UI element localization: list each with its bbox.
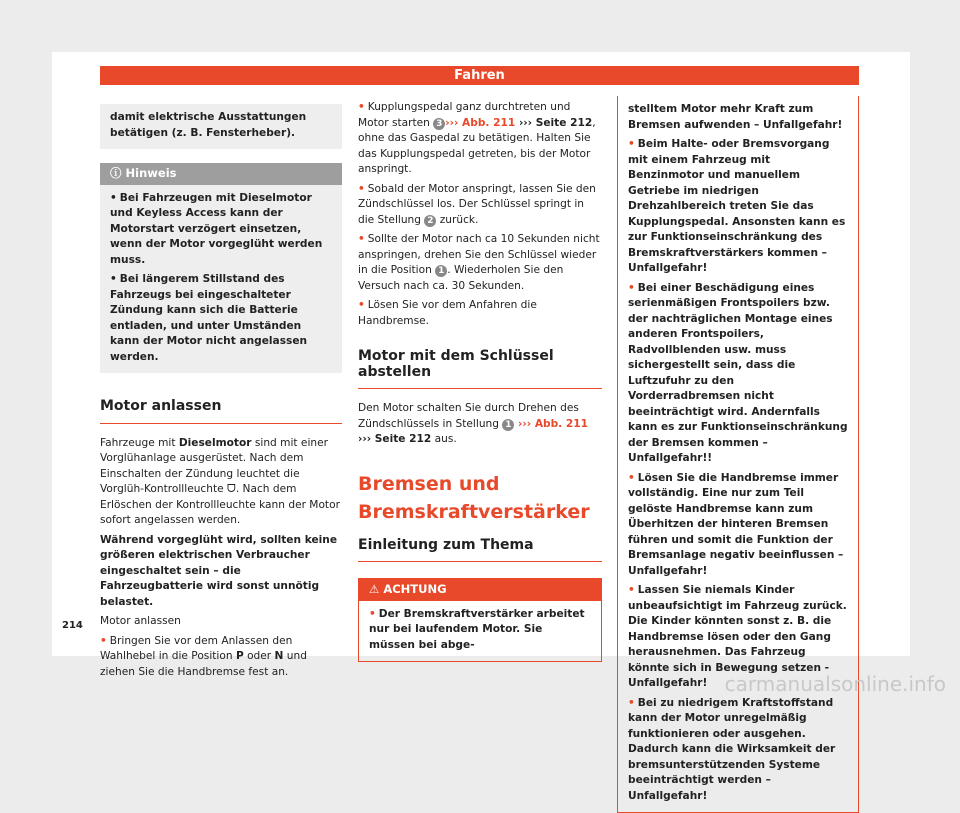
column-left <box>100 104 342 684</box>
chapter-header: Fahren <box>100 66 859 85</box>
continued-box: damit elektrische Ausstattungen betätigen (z. B. Fensterheber). <box>100 104 342 149</box>
list-item: • Bringen Sie vor dem Anlassen den Wahlhebel in die Position P oder N und ziehen Sie die Handbremse fest an. <box>100 634 307 678</box>
section-title-motor-anlassen: Motor anlassen <box>100 393 342 424</box>
callout-number: 2 <box>424 215 436 227</box>
warning-intro: stelltem Motor mehr Kraft zum Bremsen aufwenden – Unfallgefahr! <box>628 103 843 131</box>
warning-item: • Bei zu niedrigem Kraftstoffstand kann der Motor unregelmäßig funktionieren oder ausgehen. Dadurch kann die Wirksamkeit der bremsunterstützenden Systeme beeinträchtigt werden – Unfallgefahr! <box>628 696 836 802</box>
warning-triangle-icon: ⚠ <box>369 582 380 596</box>
paragraph: Fahrzeuge mit Dieselmotor sind mit einer Vorglühanlage ausgerüstet. Nach dem Einschalten der Zündung leuchtet die Vorglüh-Kontrollleuchte ᗜ. Nach dem Erlöschen der Kontrollleuchte kann der Motor sofort angelassen werden. <box>100 436 340 526</box>
figure-link[interactable]: ››› Abb. 211 <box>445 116 516 129</box>
warning-body: • Der Bremskraftverstärker arbeitet nur bei laufendem Motor. Sie müssen bei abge- <box>369 607 585 651</box>
paragraph: Den Motor schalten Sie durch Drehen des Zündschlüssels in Stellung 1 ››› Abb. 211 ››› Seite 212 aus. <box>358 402 589 445</box>
column-right <box>617 96 859 813</box>
list-item: • Sobald der Motor anspringt, lassen Sie den Zündschlüssel los. Der Schlüssel springt in die Stellung 2 zurück. <box>358 182 596 226</box>
page-link[interactable]: ››› Seite 212 <box>515 116 593 129</box>
callout-number: 1 <box>435 265 447 277</box>
warning-item: • Lösen Sie die Handbremse immer vollständig. Eine nur zum Teil gelöste Handbremse kann zum Überhitzen der hinteren Bremsen führen und somit die Funktion der Bremsanlage negativ beeinflussen – Unfallgefahr! <box>628 471 844 577</box>
glow-plug-icon: ᗜ <box>227 483 236 495</box>
list-item: • Lösen Sie vor dem Anfahren die Handbremse. <box>358 299 537 327</box>
subsection-title: Einleitung zum Thema <box>358 534 602 563</box>
paragraph-bold: Während vorgeglüht wird, sollten keine größeren elektrischen Verbraucher eingeschaltet sein – die Fahrzeugbatterie wird sonst unnötig belastet. <box>100 533 338 608</box>
watermark: carmanualsonline.info <box>724 672 946 696</box>
warning-box <box>358 578 602 662</box>
info-icon: ⓘ <box>110 166 122 180</box>
subheading: Motor anlassen <box>100 615 181 627</box>
callout-number: 3 <box>433 118 445 130</box>
warning-title: ACHTUNG <box>383 582 447 596</box>
page-link[interactable]: ››› Seite 212 <box>358 433 432 445</box>
hinweis-body <box>100 185 342 374</box>
warning-item: • Bei einer Beschädigung eines serienmäßigen Frontspoilers bzw. der nachträglichen Montage eines anderen Frontspoilers, Radvollblenden usw. muss sichergestellt sein, dass die Luftzufuhr zu den Vorderradbremsen nicht beeinträchtigt wird. Andernfalls kann es zur Funktionseinschränkung der Bremsen kommen – Unfallgefahr!! <box>628 281 848 464</box>
callout-number: 1 <box>502 419 514 431</box>
column-middle <box>358 100 602 662</box>
figure-link[interactable]: ››› Abb. 211 <box>514 417 589 430</box>
hinweis-item: • Bei längerem Stillstand des Fahrzeugs bei eingeschalteter Zündung kann sich die Batterie entladen, und unter Umständen kann der Motor nicht angelassen werden. <box>110 273 308 363</box>
chapter-title: Bremsen und Bremskraftverstärker <box>358 472 590 523</box>
warning-item: • Beim Halte- oder Bremsvorgang mit einem Fahrzeug mit Benzinmotor und manuellem Getriebe im niedrigen Drehzahlbereich treten Sie das Kupplungspedal. Ansonsten kann es zur Funktionseinschränkung des Bremskraftverstärkers kommen – Unfallgefahr! <box>628 138 846 274</box>
hinweis-title: Hinweis <box>125 166 177 180</box>
list-item: • Kupplungspedal ganz durchtreten und Motor starten 3 ››› Abb. 211 ››› Seite 212, ohne das Gaspedal zu betätigen. Halten Sie das Kupplungspedal getreten, bis der Motor anspringt. <box>358 101 596 175</box>
warning-item: • Lassen Sie niemals Kinder unbeaufsichtigt im Fahrzeug zurück. Die Kinder könnten sonst z. B. die Handbremse lösen oder den Gang herausnehmen. Das Fahrzeug könnte sich in Bewegung setzen - Unfallgefahr! <box>628 584 847 689</box>
warning-header <box>359 579 601 601</box>
hinweis-item: • Bei Fahrzeugen mit Dieselmotor und Keyless Access kann der Motorstart verzögert einsetzen, wenn der Motor vorgeglüht werden muss. <box>110 191 323 266</box>
list-item: • Sollte der Motor nach ca 10 Sekunden nicht anspringen, drehen Sie den Schlüssel wieder in die Position 1 . Wiederholen Sie den Versuch nach ca. 30 Sekunden. <box>358 233 600 292</box>
page-number: 214 <box>62 620 83 631</box>
hinweis-header <box>100 163 342 185</box>
warning-box-continued <box>617 96 859 813</box>
section-title-motor-abstellen: Motor mit dem Schlüssel abstellen <box>358 343 602 389</box>
